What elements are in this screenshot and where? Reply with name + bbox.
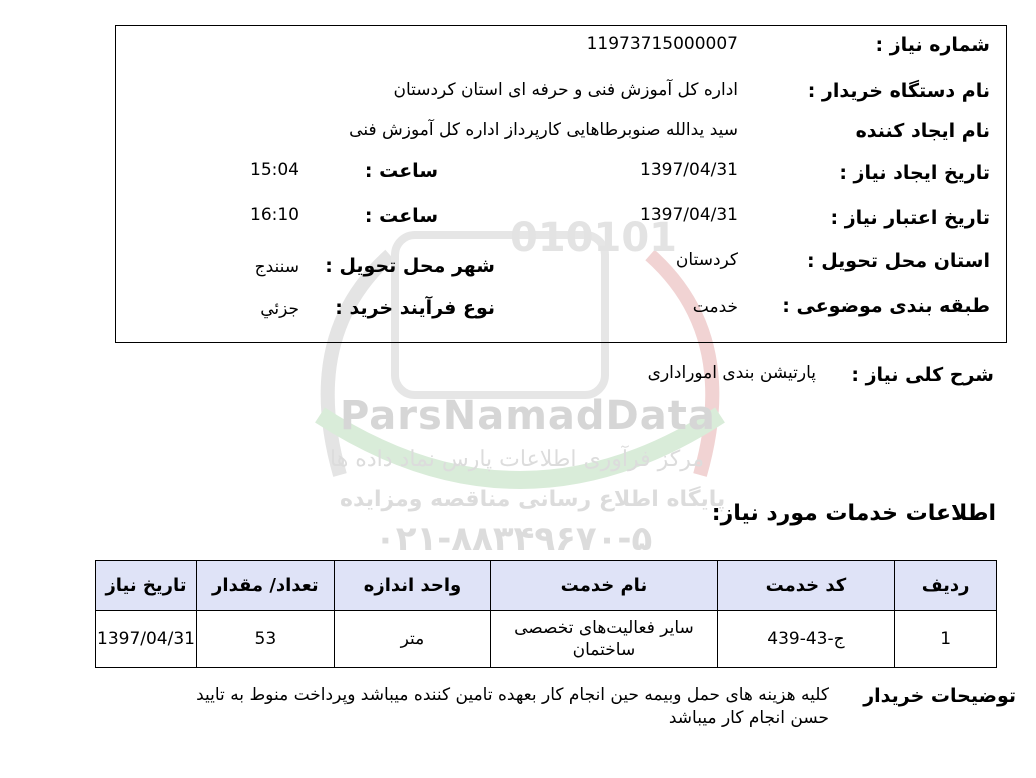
buyer-org-label: نام دستگاه خریدار : <box>807 80 990 102</box>
col-date-header: تاریخ نیاز <box>96 561 197 611</box>
need-number-value: 11973715000007 <box>586 34 738 54</box>
category-value: خدمت <box>692 297 738 317</box>
table-row <box>96 611 997 668</box>
need-number-label: شماره نیاز : <box>875 34 990 56</box>
created-date-value: 1397/04/31 <box>640 160 738 180</box>
col-unit-header: واحد اندازه <box>334 561 491 611</box>
buyer-notes-label: توضیحات خریدار <box>863 685 1016 707</box>
category-label: طبقه بندی موضوعی : <box>782 295 990 317</box>
watermark-brand: ParsNamadData <box>340 393 716 439</box>
process-label: نوع فرآیند خرید : <box>335 297 495 319</box>
cell-qty: 53 <box>196 611 334 668</box>
cell-code: ج-43-439 <box>717 611 895 668</box>
city-label: شهر محل تحویل : <box>325 255 495 277</box>
province-label: استان محل تحویل : <box>807 250 990 272</box>
creator-value: سید یدالله صنوبرطاهایی کارپرداز اداره کل آموزش فنی <box>349 120 738 140</box>
validity-date-label: تاریخ اعتبار نیاز : <box>830 207 990 229</box>
process-value: جزئي <box>260 299 299 319</box>
creator-label: نام ایجاد کننده <box>855 120 990 142</box>
created-date-label: تاریخ ایجاد نیاز : <box>839 162 990 184</box>
col-qty-header: تعداد/ مقدار <box>196 561 334 611</box>
col-name-header: نام خدمت <box>491 561 717 611</box>
city-value: سنندج <box>254 257 299 277</box>
watermark-phone: ۰۲۱-۸۸۳۴۹۶۷۰-۵ <box>375 519 653 559</box>
validity-time-value: 16:10 <box>250 205 299 225</box>
cell-row: 1 <box>895 611 997 668</box>
summary-value: پارتیشن بندی اموراداری <box>647 363 816 383</box>
watermark-line1: مرکز فرآوری اطلاعات پارس نماد داده ها <box>330 447 705 472</box>
col-code-header: کد خدمت <box>717 561 895 611</box>
cell-name: سایر فعالیت‌های تخصصی ساختمان <box>491 611 717 668</box>
services-table <box>95 560 997 668</box>
watermark-line2: پایگاه اطلاع رسانی مناقصه ومزایده <box>340 487 726 512</box>
buyer-notes-line1: کلیه هزینه های حمل وبیمه حین انجام کار بعهده تامین کننده میباشد وپرداخت منوط به تایید <box>196 685 829 705</box>
validity-time-label: ساعت : <box>364 205 438 227</box>
watermark-digits: 010101 <box>510 215 677 261</box>
col-row-header: ردیف <box>895 561 997 611</box>
table-header-row <box>96 561 997 611</box>
province-value: کردستان <box>675 250 738 270</box>
created-time-label: ساعت : <box>364 160 438 182</box>
buyer-org-value: اداره کل آموزش فنی و حرفه ای استان کردستان <box>393 80 738 100</box>
buyer-notes-line2: حسن انجام کار میباشد <box>668 708 829 728</box>
validity-date-value: 1397/04/31 <box>640 205 738 225</box>
cell-date: 1397/04/31 <box>96 611 197 668</box>
cell-unit: متر <box>334 611 491 668</box>
services-title: اطلاعات خدمات مورد نیاز: <box>711 501 996 526</box>
created-time-value: 15:04 <box>250 160 299 180</box>
summary-label: شرح کلی نیاز : <box>851 364 994 386</box>
